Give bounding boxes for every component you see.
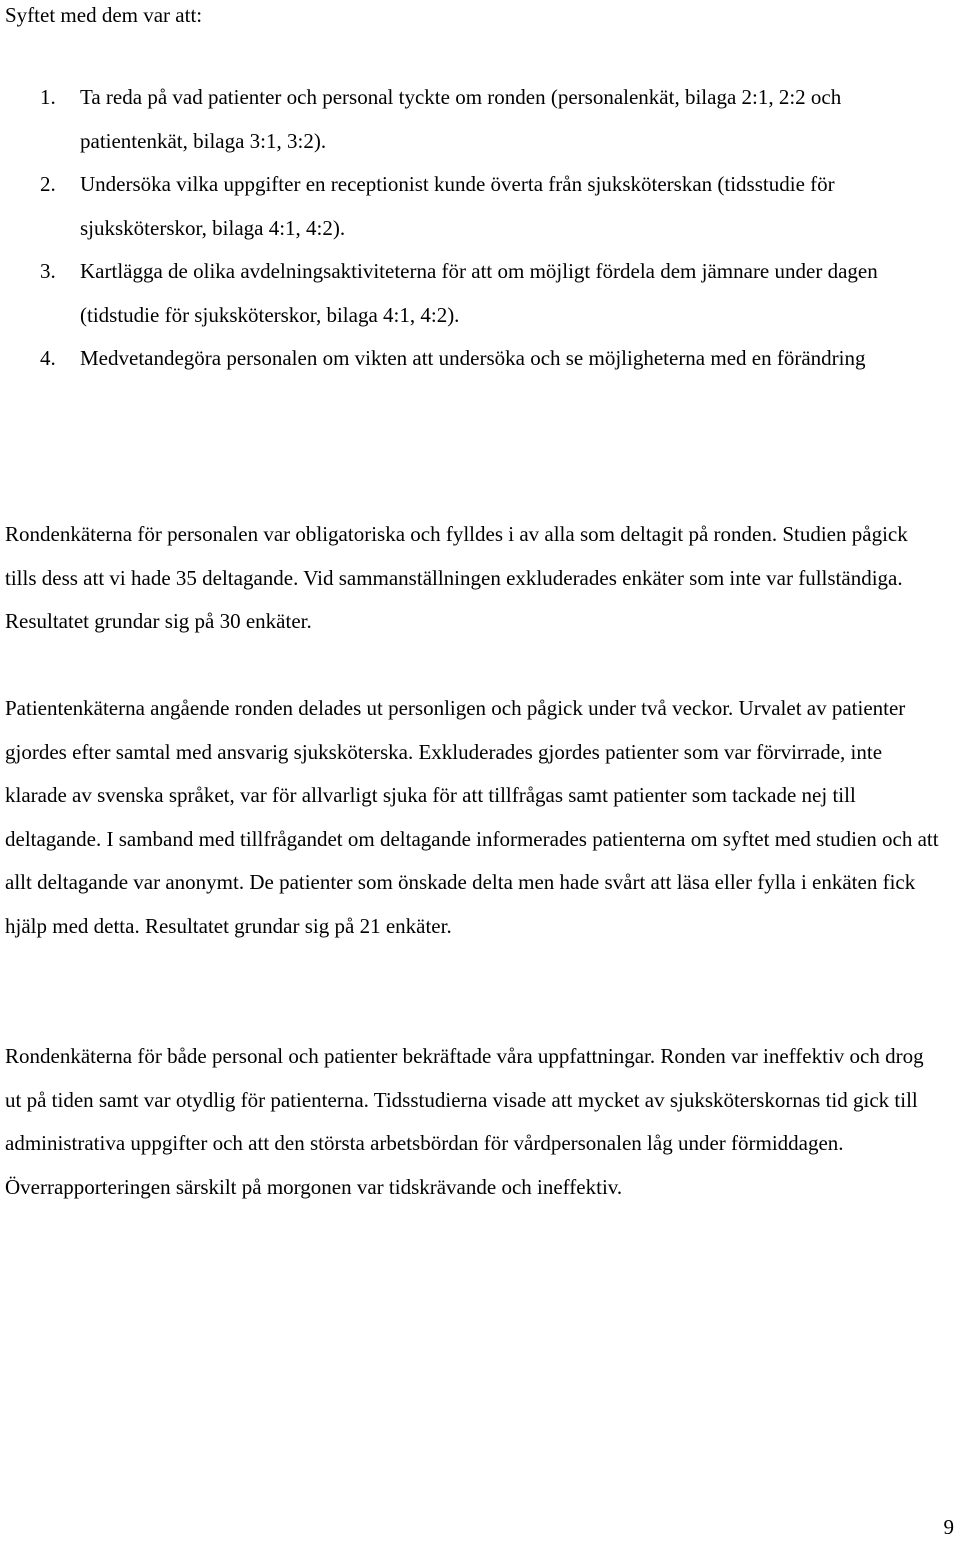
aim-item-4 [0,337,940,381]
aim-item-2 [0,163,940,250]
aim-text: Undersöka vilka uppgifter en receptionist kunde överta från sjuksköterskan (tidsstudie för sjuksköterskor, bilaga 4:1, 4:2). [80,172,835,240]
page-number: 9 [943,1515,954,1539]
aim-number: 2. [40,172,56,196]
aim-number: 3. [40,259,56,283]
aim-item-1 [0,76,940,163]
aim-text: Ta reda på vad patienter och personal tyckte om ronden (personalenkät, bilaga 2:1, 2:2 och patientenkät, bilaga 3:1, 3:2). [80,85,842,153]
aim-text: Medvetandegöra personalen om vikten att undersöka och se möjligheterna med en förändring [80,346,866,370]
paragraph-staff-survey: Rondenkäterna för personalen var obligatoriska och fylldes i av alla som deltagit på ronden. Studien pågick tills dess att vi hade 35 deltagande. Vid sammanställningen exkluderades enkäter som inte var fullständiga. Resultatet grundar sig på 30 enkäter. [5,522,908,633]
paragraph-patient-survey: Patientenkäterna angående ronden delades ut personligen och pågick under två veckor. Urvalet av patienter gjordes efter samtal med ansvarig sjuksköterska. Exkluderades gjordes patienter som var förvirrade, inte klarade av svenska språket, var för allvarligt sjuka för att tillfrågas samt patienter som tackade nej till deltagande. I samband med tillfrågandet om deltagande informerades patienterna om syftet med studien och att allt deltagande var anonymt. De patienter som önskade delta men hade svårt att läsa eller fylla i enkäten fick hjälp med detta. Resultatet grundar sig på 21 enkäter. [5,696,939,938]
aim-text: Kartlägga de olika avdelningsaktiviteterna för att om möjligt fördela dem jämnare under dagen (tidstudie för sjuksköterskor, bilaga 4:1, 4:2). [80,259,878,327]
intro-text: Syftet med dem var att: [5,3,203,27]
aim-number: 4. [40,346,56,370]
paragraph-results: Rondenkäterna för både personal och patienter bekräftade våra uppfattningar. Ronden var ineffektiv och drog ut på tiden samt var otydlig för patienterna. Tidsstudierna visade att mycket av sjuksköterskornas tid gick till administrativa uppgifter och att den största arbetsbördan för vårdpersonalen låg under förmiddagen. Överrapporteringen särskilt på morgonen var tidskrävande och ineffektiv. [5,1044,924,1199]
aim-number: 1. [40,85,56,109]
aim-item-3 [0,250,940,337]
aims-list [0,76,940,381]
